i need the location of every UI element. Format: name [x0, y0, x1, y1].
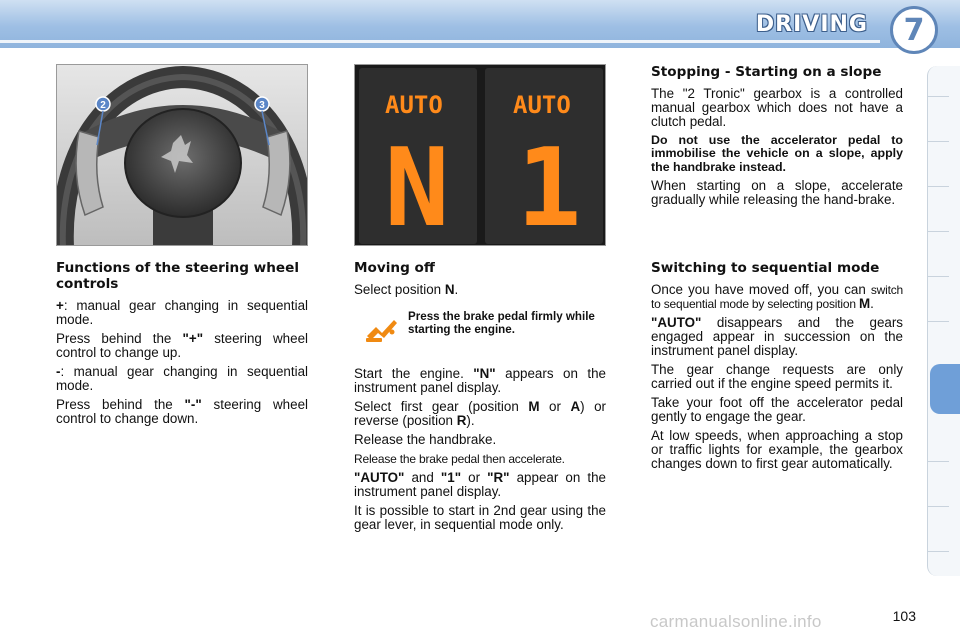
text: .: [454, 282, 459, 297]
text: and: [404, 470, 441, 485]
section-heading-slope: Stopping - Starting on a slope: [651, 64, 882, 80]
key-plus: +: [56, 298, 64, 313]
chapter-number-badge: 7: [890, 6, 938, 54]
paragraph: [354, 283, 606, 297]
text: .: [870, 296, 874, 311]
text: Press behind the: [56, 397, 185, 412]
paragraph: [651, 283, 903, 311]
section-heading-steering: Functions of the steering wheel controls: [56, 260, 300, 292]
side-tab-divider: [927, 276, 949, 277]
side-tab-divider: [927, 186, 949, 187]
paragraph: Release the brake pedal then accelerate.: [354, 452, 565, 466]
paddle-label-left: 2: [100, 100, 106, 111]
column-sequential: [651, 260, 903, 476]
key-minus-quoted: "-": [184, 397, 202, 412]
text: : manual gear changing in sequential mode.: [56, 364, 308, 393]
side-tab-divider: [927, 96, 949, 97]
key-r: R: [456, 413, 467, 428]
text: Press behind the: [56, 331, 183, 346]
text: steering wheel control to change up.: [56, 331, 308, 360]
key-auto: "AUTO": [651, 315, 702, 330]
key-m: M: [858, 296, 871, 311]
paragraph: [56, 332, 308, 360]
text: Start the engine.: [354, 366, 474, 381]
paragraph: [354, 367, 606, 395]
text: steering wheel control to change down.: [56, 397, 308, 426]
key-m: M: [528, 399, 540, 414]
side-tab-divider: [927, 461, 949, 462]
side-tab-divider: [927, 321, 949, 322]
side-tab-divider: [927, 506, 949, 507]
warning-text: Press the brake pedal firmly while starting the engine.: [408, 310, 595, 336]
column-moving-off-continued: [354, 367, 606, 537]
paragraph: [56, 365, 308, 393]
paragraph: At low speeds, when approaching a stop or traffic lights for example, the gearbox changes down to first gear automatically.: [651, 428, 903, 471]
text: ).: [466, 413, 475, 428]
key-auto: "AUTO": [354, 470, 405, 485]
display-mode-left: AUTO: [385, 91, 443, 119]
text: Select position: [354, 282, 445, 297]
key-n-quoted: "N": [473, 366, 496, 381]
side-tab-divider: [927, 141, 949, 142]
column-slope: [651, 64, 903, 212]
text: : manual gear changing in sequential mode.: [56, 298, 308, 327]
display-gear-right: 1: [516, 126, 582, 246]
text: disappears and the gears engaged appear in succession on the instrument panel display.: [651, 315, 903, 358]
steering-wheel-paddles-icon: [57, 65, 308, 246]
header-divider: [0, 40, 880, 43]
paragraph: Release the handbrake.: [354, 432, 497, 447]
key-n: N: [444, 282, 455, 297]
text: or: [539, 399, 571, 414]
page-number: 103: [892, 608, 916, 624]
brake-pedal-foot-icon: [364, 314, 398, 344]
key-minus: -: [56, 364, 61, 379]
display-gear-left: N: [384, 126, 450, 246]
instrument-display-icon: [355, 65, 606, 246]
paragraph: [354, 471, 606, 499]
text: appears on the instrument panel display.: [354, 366, 606, 395]
text: switch to sequential mode by selecting position: [651, 283, 903, 311]
instrument-display-photo: [354, 64, 606, 246]
paragraph: [56, 299, 308, 327]
column-steering-controls: [56, 260, 308, 431]
paragraph: When starting on a slope, accelerate gradually while releasing the hand-brake.: [651, 178, 903, 208]
paragraph: [651, 316, 903, 358]
text: Select first gear (position: [354, 399, 529, 414]
column-moving-off: [354, 260, 606, 302]
side-tab-divider: [927, 551, 949, 552]
text: Once you have moved off, you can: [651, 282, 871, 297]
paragraph: The "2 Tronic" gearbox is a controlled manual gearbox which does not have a clutch pedal.: [651, 86, 903, 129]
watermark: carmanualsonline.info: [650, 612, 822, 631]
text: or: [461, 470, 488, 485]
key-plus-quoted: "+": [182, 331, 204, 346]
chapter-title: DRIVING: [755, 12, 868, 37]
key-a: A: [570, 399, 581, 414]
chapter-side-tabs: [927, 66, 960, 576]
page-header: [0, 0, 960, 48]
key-1: "1": [440, 470, 462, 485]
side-tab-divider: [927, 231, 949, 232]
paragraph: It is possible to start in 2nd gear using the gear lever, in sequential mode only.: [354, 503, 606, 532]
paddle-label-right: 3: [259, 100, 265, 111]
text: ) or reverse (position: [354, 399, 606, 428]
paragraph: [56, 398, 308, 426]
paragraph: Take your foot off the accelerator pedal gently to engage the gear.: [651, 395, 903, 424]
active-chapter-tab[interactable]: [930, 364, 960, 414]
paragraph: [354, 400, 606, 428]
steering-wheel-photo: [56, 64, 308, 246]
paragraph-bold: Do not use the accelerator pedal to immobilise the vehicle on a slope, apply the handbrake instead.: [651, 133, 903, 174]
key-r-quoted: "R": [487, 470, 510, 485]
text: appear on the instrument panel display.: [354, 470, 606, 499]
section-heading-sequential: Switching to sequential mode: [651, 260, 880, 276]
paragraph: The gear change requests are only carried out if the engine speed permits it.: [651, 362, 903, 391]
display-mode-right: AUTO: [513, 91, 571, 119]
warning-note: [356, 310, 606, 354]
section-heading-moving-off: Moving off: [354, 260, 435, 276]
